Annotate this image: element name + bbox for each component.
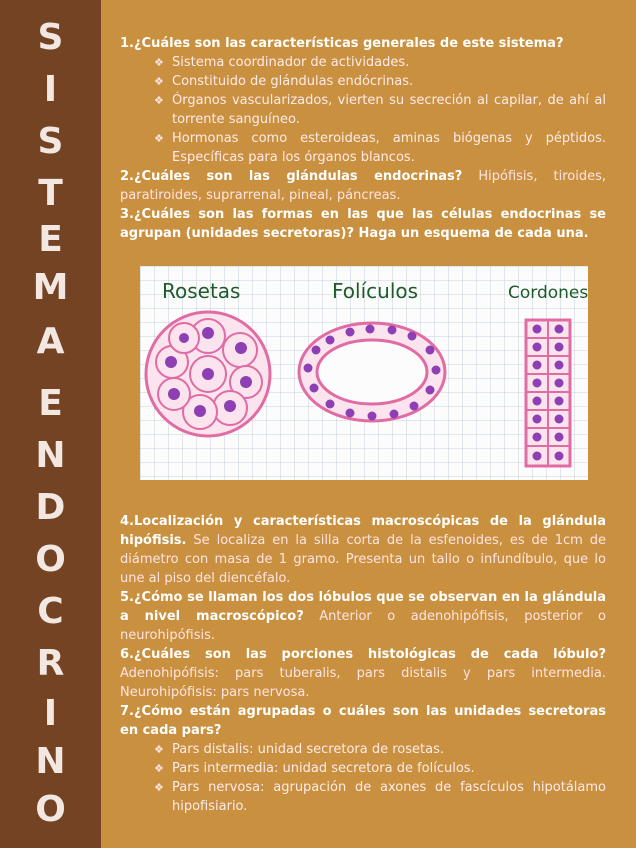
answer-6: Adenohipófisis: pars tuberalis, pars distalis y pars intermedia. Neurohipófisis: pars nervosa. [120, 666, 606, 700]
cords-drawing [526, 320, 570, 466]
title-letter: C [37, 591, 64, 632]
title-letter: A [36, 321, 65, 362]
title-letter: D [35, 487, 66, 528]
title-letter: I [43, 693, 58, 734]
title-letter: E [38, 219, 63, 260]
rosette-drawing [146, 312, 270, 436]
question-4: 4.Localización y características macroscópicas de la glándula hipófisis. Se localiza en la silla corta de la esfenoides, es de 1cm de diámetro con masa de 1 gramo. Presenta un tallo o infundíbulo, que lo une al piso del diencéfalo. [120, 514, 607, 586]
title-letter: E [38, 383, 63, 424]
title-letter: N [35, 435, 66, 476]
q1-bullet: ❖ Hormonas como esteroideas, aminas biógenas y péptidos. Específicas para los órganos blancos. [154, 129, 606, 167]
secretory-units-diagram [140, 266, 588, 480]
title-letter: S [37, 121, 64, 162]
title-letter: O [35, 789, 66, 830]
label-rosetas: Rosetas [162, 279, 241, 303]
q7-bullet: ❖ Pars distalis: unidad secretora de rosetas. [154, 740, 606, 759]
diagram-svg [140, 266, 588, 480]
label-cordones: Cordones [508, 283, 588, 303]
question-6: 6.¿Cuáles son las porciones histológicas de cada lóbulo? Adenohipófisis: pars tuberalis, pars distalis y pars intermedia. Neurohipófisis: pars nervosa. [120, 647, 606, 700]
title-letter: T [38, 173, 63, 214]
q7-bullet: ❖ Pars intermedia: unidad secretora de folículos. [154, 759, 606, 778]
q1-bullet: ❖ Sistema coordinador de actividades. [154, 53, 606, 72]
label-foliculos: Folículos [332, 279, 419, 303]
answer-4: Se localiza en la silla corta de la esfenoides, es de 1cm de diámetro con masa de 1 gramo. Presenta un tallo o infundíbulo, que lo une al piso del diencéfalo. [120, 533, 607, 586]
questions-block-top [120, 34, 606, 243]
follicle-drawing [299, 323, 445, 421]
q1-bullet-list [120, 53, 606, 167]
answer-2: Hipófisis, tiroides, paratiroides, suprarrenal, pineal, páncreas. [120, 169, 606, 203]
answer-5: Anterior o adenohipófisis, posterior o neurohipófisis. [120, 609, 606, 643]
question-5: 5.¿Cómo se llaman los dos lóbulos que se observan en la glándula a nivel macroscópico? Anterior o adenohipófisis, posterior o neurohipófisis. [120, 590, 606, 643]
q1-bullet: ❖ Órganos vascularizados, vierten su secreción al capilar, de ahí al torrente sanguíneo. [154, 91, 606, 129]
questions-block-bottom [120, 512, 606, 816]
q1-bullet: ❖ Constituido de glándulas endócrinas. [154, 72, 606, 91]
sidebar-title [0, 0, 101, 848]
q7-bullet-list [120, 740, 606, 816]
title-letter: I [43, 69, 58, 110]
question-1: 1.¿Cuáles son las características generales de este sistema? [120, 36, 564, 51]
title-letter: S [37, 17, 64, 58]
title-letter: M [32, 267, 69, 308]
title-letter: R [36, 643, 65, 684]
q7-bullet: ❖ Pars nervosa: agrupación de axones de fascículos hipotálamo hipofisiario. [154, 778, 606, 816]
question-7: 7.¿Cómo están agrupadas o cuáles son las unidades secretoras en cada pars? [120, 704, 606, 738]
title-letter: N [35, 741, 66, 782]
question-3: 3.¿Cuáles son las formas en las que las células endocrinas se agrupan (unidades secretoras)? Haga un esquema de cada una. [120, 207, 606, 241]
title-letter: O [35, 539, 66, 580]
question-2: 2.¿Cuáles son las glándulas endocrinas? Hipófisis, tiroides, paratiroides, suprarrenal, pineal, páncreas. [120, 169, 606, 203]
